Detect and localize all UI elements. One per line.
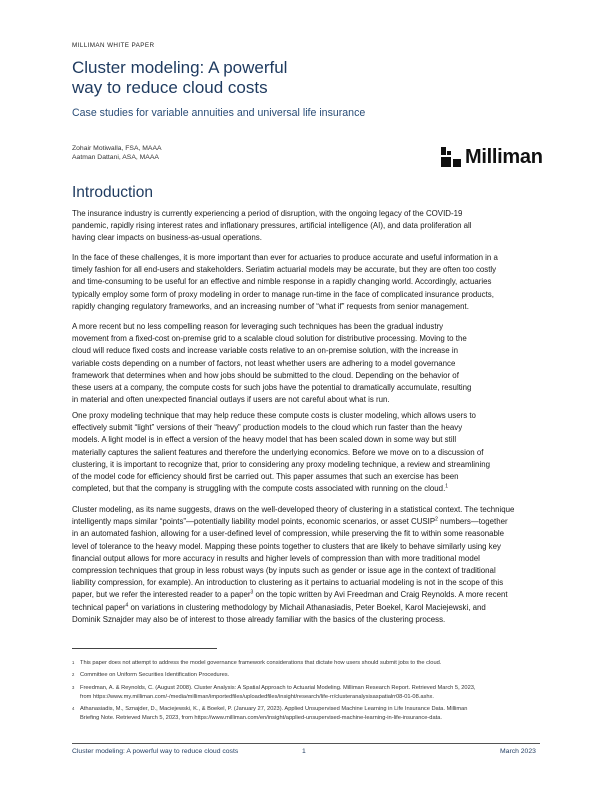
footnote-number: 3 bbox=[72, 685, 75, 690]
text-line: effectively submit “light” versions of their “heavy” production models to the cloud which run faster than the heavy bbox=[72, 423, 463, 433]
paragraph-2 bbox=[72, 252, 542, 313]
footnote-number: 4 bbox=[72, 706, 75, 711]
page-number: 1 bbox=[302, 748, 306, 755]
footnote-2 bbox=[72, 671, 542, 680]
text-line-tail: on the topic written by Avi Freedman and Craig Reynolds. A more recent bbox=[253, 590, 508, 600]
text-line: variable costs depending on a number of factors, not least whether users are adhering to a model governance bbox=[72, 358, 456, 368]
logo-wordmark: Milliman bbox=[465, 145, 543, 168]
footnote-line: Athanasiadis, M., Sznajder, D., Maciejewski, K., & Boekel, P. (January 27, 2023). Applied Unsupervised Machine Learning in Life Insurance Data. Milliman bbox=[80, 706, 468, 712]
text-line: movement from a fixed-cost on-premise grid to a scalable cloud solution for distributive processing. Moving to the bbox=[72, 334, 467, 344]
footnote-4 bbox=[72, 705, 542, 724]
section-heading: Introduction bbox=[72, 184, 153, 201]
milliman-logo-icon bbox=[441, 147, 461, 167]
footnote-link[interactable]: Briefing Note. Retrieved March 5, 2023, from https://www.milliman.com/en/insight/applied-unsupervised-machine-learning-in-life-insurance-data. bbox=[80, 715, 442, 722]
text-line-body: paper, but we refer the interested reader to a paper bbox=[72, 590, 251, 600]
footnote-link[interactable]: from https://www.my.milliman.com/-/media/milliman/importedfiles/uploadedfiles/insight/research/life-rr/clusteranalysisaspatialrr08-01-08.ashx. bbox=[80, 694, 434, 701]
footnote-text bbox=[72, 659, 542, 668]
paragraph-5 bbox=[72, 504, 542, 626]
text-line: compression techniques that group in less robust ways (by inputs such as gender or issue age in the context of traditional bbox=[72, 566, 496, 576]
text-line-tail: numbers—together bbox=[437, 517, 508, 527]
text-line: clustering, it is important to recognize that, prior to considering any proxy modeling technique, a review and streamlining bbox=[72, 459, 490, 469]
text-line: timely fashion for all end-users and stakeholders. Seriatim actuarial models may be accurate, but they are often too costly bbox=[72, 265, 497, 275]
text-line: A more recent but no less compelling reason for leveraging such techniques has been the gradual industry bbox=[72, 322, 444, 331]
text-line: in an automated fashion, allowing for a user-defined level of compression, while preserving the fit to within some reasonable bbox=[72, 529, 505, 539]
title-line-2: way to reduce cloud costs bbox=[72, 78, 268, 97]
text-line-body: completed, but that the company is struggling with the compute costs associated with running on the cloud. bbox=[72, 484, 446, 494]
footnote-divider bbox=[72, 648, 217, 649]
text-line: liability compression, for example). An introduction to clustering as it pertains to actuarial modeling is not in the scope of this bbox=[72, 578, 504, 588]
footnote-3 bbox=[72, 684, 542, 703]
text-line: In the face of these challenges, it is more important than ever for actuaries to produce accurate and useful information in a bbox=[72, 253, 498, 262]
footnote-line: Freedman, A. & Reynolds, C. (August 2008). Cluster Analysis: A Spatial Approach to Actuarial Modeling. Milliman Research Report. Retrieved March 5, 2023, bbox=[80, 685, 476, 691]
paragraph-4 bbox=[72, 410, 542, 495]
text-line bbox=[72, 602, 542, 614]
text-line bbox=[72, 589, 542, 601]
text-line-body: technical paper bbox=[72, 602, 126, 612]
footnote-text bbox=[72, 684, 542, 703]
text-line: One proxy modeling technique that may help reduce these compute costs is cluster modeling, which allows users to bbox=[72, 411, 476, 420]
paragraph-1 bbox=[72, 208, 542, 245]
subtitle: Case studies for variable annuities and universal life insurance bbox=[72, 107, 366, 119]
footnote-number: 1 bbox=[72, 660, 75, 665]
text-line: having clear impacts on business-as-usual operations. bbox=[72, 233, 262, 243]
text-line bbox=[72, 483, 542, 495]
footer-title: Cluster modeling: A powerful way to reduce cloud costs bbox=[72, 748, 239, 755]
document-type-label: MILLIMAN WHITE PAPER bbox=[72, 42, 155, 49]
text-line: pandemic, rapidly rising interest rates and inflationary pressures, artificial intelligence (AI), and data proliferation all bbox=[72, 221, 472, 231]
text-line: these users at a company, the compute costs for such jobs have the potential to dramatically accumulate, resulting bbox=[72, 383, 472, 393]
text-line-tail: on variations in clustering methodology by Michail Athanasiadis, Peter Boekel, Karol Maciejewski, and bbox=[128, 602, 486, 612]
footnote-ref-2: 2 bbox=[435, 516, 438, 523]
text-line: financial output allows for more accuracy in results and higher levels of compression than with more traditional model bbox=[72, 553, 480, 563]
text-line: rapidly changing regulatory frameworks, and an increasing number of “what if” requests from senior management. bbox=[72, 301, 469, 311]
text-line: level of tolerance to the heavy model. Mapping these points together to clusters that are likely to behave similarly using key bbox=[72, 541, 501, 551]
paragraph-3 bbox=[72, 321, 542, 406]
footnote-ref-4: 4 bbox=[125, 602, 129, 608]
text-line: typically employ some form of proxy modeling in order to manage run-time in the face of complicated insurance products, bbox=[72, 289, 494, 299]
footer-divider bbox=[72, 743, 540, 744]
footnote-text bbox=[72, 705, 542, 724]
text-line: Cluster modeling, as its name suggests, draws on the well-developed theory of clustering in a statistical context. The technique bbox=[72, 505, 515, 514]
text-line bbox=[72, 516, 542, 528]
text-line: The insurance industry is currently experiencing a period of disruption, with the ongoing legacy of the COVID-19 bbox=[72, 209, 463, 218]
text-line: framework that determines when and how jobs should be submitted to the cloud. Depending on the behavior of bbox=[72, 370, 459, 380]
text-line: Dominik Sznajder may also be of interest to those already familiar with the basics of the clustering process. bbox=[72, 614, 446, 624]
page-title bbox=[72, 58, 412, 98]
footnote-number: 2 bbox=[72, 672, 75, 677]
milliman-logo bbox=[441, 145, 543, 169]
title-line-1: Cluster modeling: A powerful bbox=[72, 58, 288, 77]
footnote-ref-3: 3 bbox=[250, 589, 254, 596]
footnote-ref-1: 1 bbox=[445, 483, 449, 490]
footer-date: March 2023 bbox=[500, 748, 536, 755]
text-line: models. A light model is in effect a version of the heavy model that has been scaled down in some way but still bbox=[72, 435, 457, 445]
text-line: in material and often unexpected financial outlays if users are not careful about what is run. bbox=[72, 395, 390, 405]
text-line: materially captures the salient features and therefore the underlying economics. Before we move on to a discussion of bbox=[72, 447, 484, 457]
footnote-line: This paper does not attempt to address the model governance framework considerations that dictate how users should submit jobs to the cloud. bbox=[80, 660, 442, 666]
text-line: of the model code for efficiency should first be carried out. This paper assumes that such an exercise has been bbox=[72, 472, 459, 482]
footnote-text bbox=[72, 671, 542, 680]
text-line: cloud will reduce fixed costs and increase variable costs relative to an on-premise solution, with the increase in bbox=[72, 346, 458, 356]
text-line-body: intelligently maps similar “points”—potentially liability model points, economic scenarios, or asset CUSIP bbox=[72, 517, 436, 527]
footnote-1 bbox=[72, 659, 542, 668]
text-line: and time-consuming to be useful for an effective and nimble response in a rapidly changing world. Accordingly, actuaries bbox=[72, 277, 492, 287]
footnote-line: Committee on Uniform Securities Identification Procedures. bbox=[80, 672, 230, 678]
author-2: Aatman Dattani, ASA, MAAA bbox=[72, 154, 159, 161]
author-1: Zohair Motiwalla, FSA, MAAA bbox=[72, 145, 162, 152]
